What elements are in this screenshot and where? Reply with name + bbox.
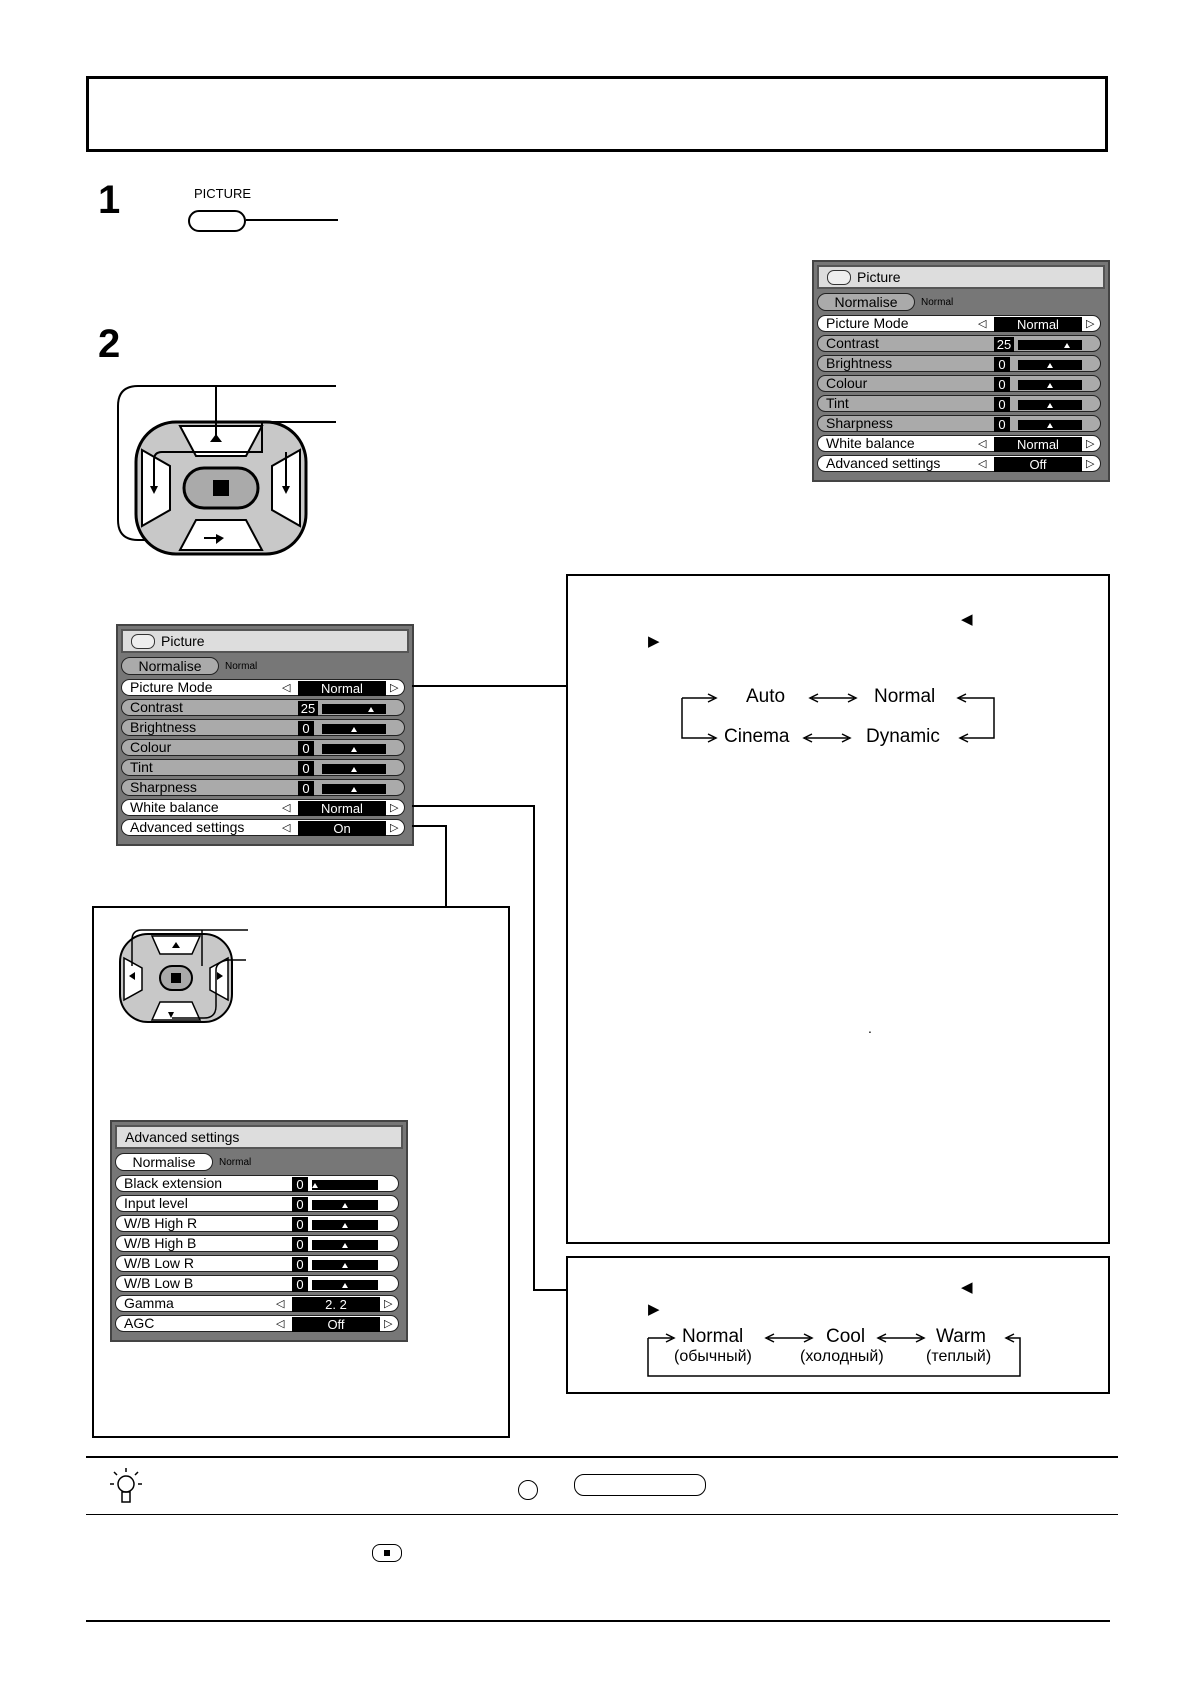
- menu-row-colour[interactable]: Colour 0: [121, 739, 405, 756]
- normalise-button[interactable]: Normalise: [121, 657, 219, 675]
- page-bottom-rule: [86, 1620, 1110, 1622]
- menu-row-sharpness[interactable]: Sharpness 0: [817, 415, 1101, 432]
- menu-row-wb-low-b[interactable]: W/B Low B 0: [115, 1275, 399, 1292]
- step-1-number: 1: [98, 178, 121, 222]
- normalise-status: Normal: [921, 296, 954, 308]
- note-mid-rule: [86, 1514, 1118, 1515]
- menu-row-wb-high-b[interactable]: W/B High B 0: [115, 1235, 399, 1252]
- menu-row-tint[interactable]: Tint 0: [817, 395, 1101, 412]
- menu-row-colour[interactable]: Colour 0: [817, 375, 1101, 392]
- menu-row-black-extension[interactable]: Black extension 0: [115, 1175, 399, 1192]
- menu-row-advanced-settings[interactable]: Advanced settings ◁ On ▷: [121, 819, 405, 836]
- normalise-status: Normal: [219, 1156, 252, 1168]
- menu-row-input-level[interactable]: Input level 0: [115, 1195, 399, 1212]
- note-top-rule: [86, 1456, 1118, 1458]
- menu-row-wb-high-r[interactable]: W/B High R 0: [115, 1215, 399, 1232]
- remote-pad-small-icon: [116, 926, 266, 1042]
- menu-row-brightness[interactable]: Brightness 0: [121, 719, 405, 736]
- stray-dot: .: [868, 1020, 872, 1036]
- mode-cinema: Cinema: [724, 726, 790, 747]
- picture-mode-cycle-diagram: [676, 680, 1006, 760]
- menu-row-brightness[interactable]: Brightness 0: [817, 355, 1101, 372]
- normalise-button[interactable]: Normalise: [817, 293, 915, 311]
- menu-row-picture-mode[interactable]: Picture Mode ◁ Normal ▷: [121, 679, 405, 696]
- menu-row-white-balance[interactable]: White balance ◁ Normal ▷: [121, 799, 405, 816]
- mode-dynamic: Dynamic: [866, 726, 940, 747]
- mode-normal: Normal: [874, 686, 936, 707]
- action-button-icon: [372, 1544, 402, 1562]
- wb-warm: Warm: [936, 1326, 986, 1347]
- wb-normal-sub: (обычный): [674, 1348, 752, 1365]
- right-arrow-glyph: ▶: [648, 1301, 660, 1318]
- menu-title: Picture: [161, 633, 205, 649]
- wb-normal: Normal: [682, 1326, 744, 1347]
- menu-row-agc[interactable]: AGC ◁ Off ▷: [115, 1315, 399, 1332]
- menu-row-contrast[interactable]: Contrast 25: [817, 335, 1101, 352]
- left-arrow-glyph: ◀: [961, 611, 973, 628]
- menu-row-gamma[interactable]: Gamma ◁ 2. 2 ▷: [115, 1295, 399, 1312]
- wb-cool: Cool: [826, 1326, 866, 1347]
- menu-row-sharpness[interactable]: Sharpness 0: [121, 779, 405, 796]
- wb-warm-sub: (теплый): [926, 1348, 992, 1365]
- menu-row-advanced-settings[interactable]: Advanced settings ◁ Off ▷: [817, 455, 1101, 472]
- bulb-icon: [104, 1466, 146, 1508]
- circle-button-icon: [518, 1480, 538, 1500]
- menu-row-tint[interactable]: Tint 0: [121, 759, 405, 776]
- right-arrow-glyph: ▶: [648, 633, 660, 650]
- menu-row-picture-mode[interactable]: Picture Mode ◁ Normal ▷: [817, 315, 1101, 332]
- step-2-number: 2: [98, 322, 121, 366]
- picture-button-label: PICTURE: [194, 186, 252, 201]
- menu-row-white-balance[interactable]: White balance ◁ Normal ▷: [817, 435, 1101, 452]
- picture-mode-box: [566, 574, 1110, 1244]
- normalise-status: Normal: [225, 660, 258, 672]
- left-arrow-glyph: ◀: [961, 1279, 973, 1296]
- menu-row-contrast[interactable]: Contrast 25: [121, 699, 405, 716]
- wb-cool-sub: (холодный): [800, 1348, 884, 1365]
- menu-title: Picture: [857, 269, 901, 285]
- menu-title: Advanced settings: [125, 1129, 240, 1145]
- mode-auto: Auto: [746, 686, 786, 707]
- normalise-button[interactable]: Normalise: [115, 1153, 213, 1171]
- menu-row-wb-low-r[interactable]: W/B Low R 0: [115, 1255, 399, 1272]
- advanced-settings-menu: [110, 1120, 408, 1342]
- pill-button-icon: [574, 1474, 706, 1496]
